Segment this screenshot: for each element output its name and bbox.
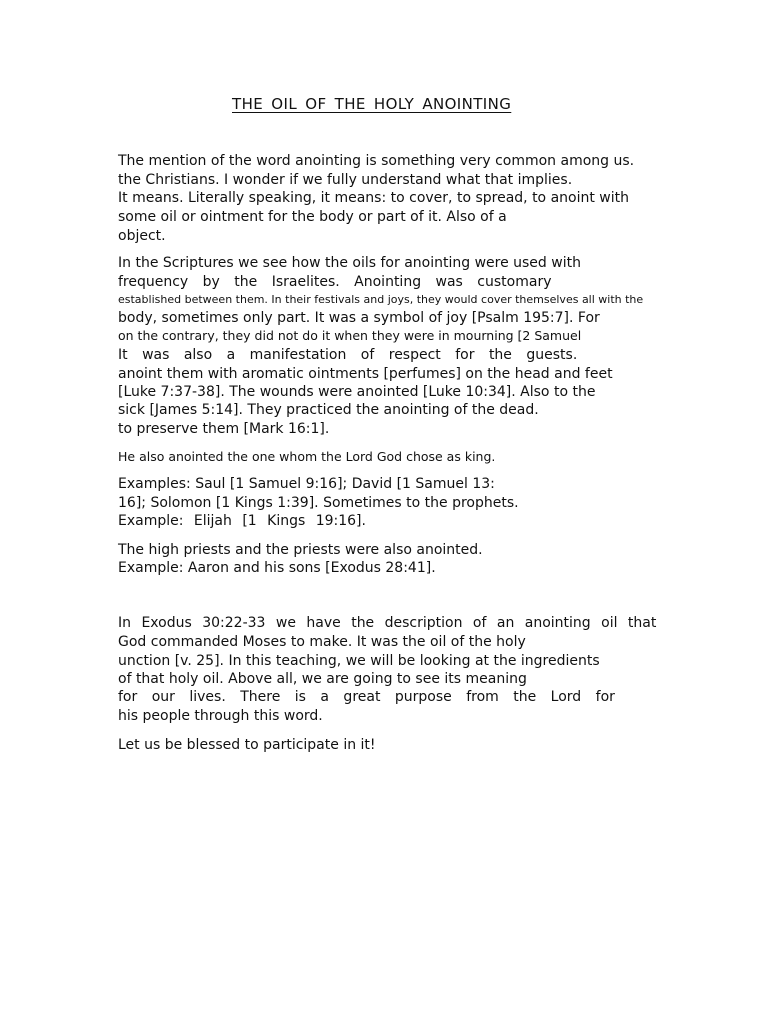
text-line: In the Scriptures we see how the oils for anointing were used with [118, 255, 581, 271]
text-line: frequency by the Israelites. Anointing was customary [118, 274, 552, 290]
text-line: Example: Aaron and his sons [Exodus 28:41]. [118, 560, 436, 576]
text-line: It was also a manifestation of respect for the guests. [118, 347, 578, 363]
text-line: of that holy oil. Above all, we are going to see its meaning [118, 671, 527, 687]
text-line: 16]; Solomon [1 Kings 1:39]. Sometimes to the prophets. [118, 495, 519, 511]
text-line: for our lives. There is a great purpose from the Lord for [118, 689, 615, 705]
text-line: established between them. In their festivals and joys, they would cover themselves all with the [118, 293, 644, 306]
text-line: Example: Elijah [1 Kings 19:16]. [118, 513, 366, 529]
text-line: He also anointed the one whom the Lord God chose as king. [118, 449, 496, 464]
text-line: The mention of the word anointing is something very common among us. [118, 153, 635, 169]
text-line: object. [118, 228, 166, 244]
text-line: God commanded Moses to make. It was the oil of the holy [118, 634, 526, 650]
text-line: Examples: Saul [1 Samuel 9:16]; David [1 Samuel 13: [118, 476, 495, 492]
document-title: THE OIL OF THE HOLY ANOINTING [232, 95, 512, 113]
text-line: [Luke 7:37-38]. The wounds were anointed [Luke 10:34]. Also to the [118, 384, 596, 400]
text-line: on the contrary, they did not do it when they were in mourning [2 Samuel [118, 328, 582, 343]
text-line: anoint them with aromatic ointments [perfumes] on the head and feet [118, 366, 613, 382]
text-line: The high priests and the priests were also anointed. [118, 542, 483, 558]
text-line: his people through this word. [118, 708, 323, 724]
text-line: Let us be blessed to participate in it! [118, 737, 376, 753]
text-line: the Christians. I wonder if we fully understand what that implies. [118, 172, 573, 188]
text-line: to preserve them [Mark 16:1]. [118, 421, 330, 437]
text-line: some oil or ointment for the body or part of it. Also of a [118, 209, 507, 225]
text-line: In Exodus 30:22-33 we have the description of an anointing oil that [118, 615, 657, 631]
text-line: sick [James 5:14]. They practiced the anointing of the dead. [118, 402, 539, 418]
text-line: It means. Literally speaking, it means: to cover, to spread, to anoint with [118, 190, 629, 206]
text-line: unction [v. 25]. In this teaching, we will be looking at the ingredients [118, 653, 600, 669]
text-line: body, sometimes only part. It was a symbol of joy [Psalm 195:7]. For [118, 310, 600, 326]
